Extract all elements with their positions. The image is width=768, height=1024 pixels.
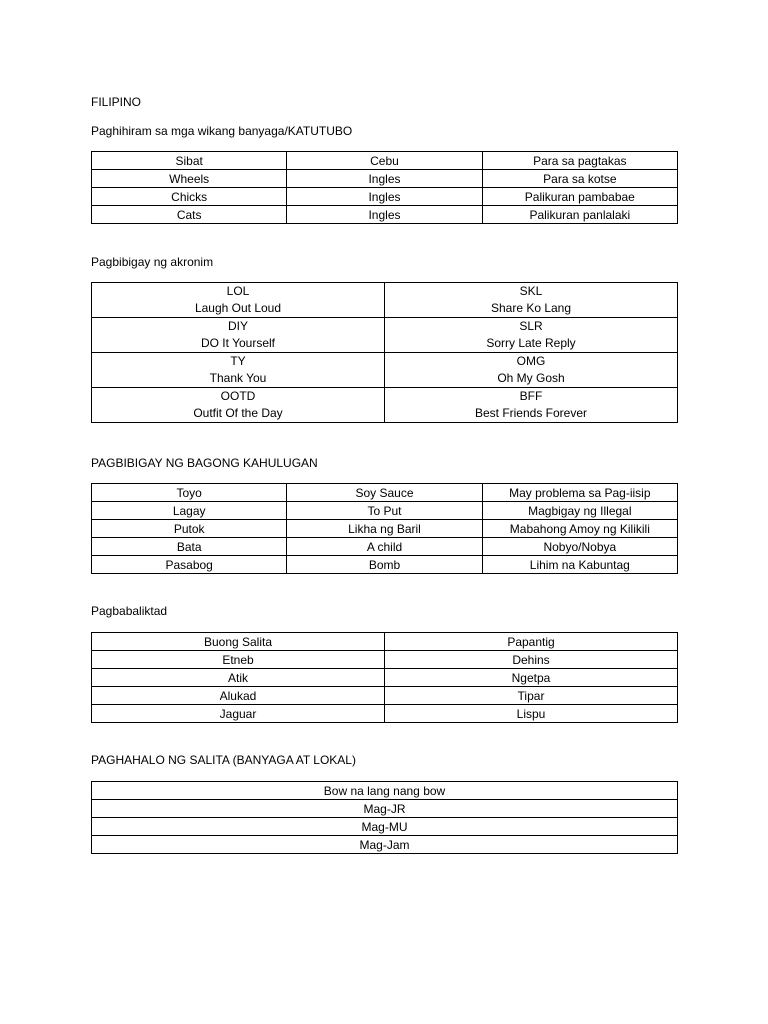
table-row [92,818,678,836]
acronym: BFF [519,389,543,403]
table-cell: Lagay [92,502,287,520]
document-title: FILIPINO [91,95,142,109]
table-row [92,836,678,854]
acronym: SLR [519,319,543,333]
acronym-meaning: Thank You [209,371,267,385]
table-row [92,705,678,723]
table-row [92,188,678,206]
acronym-cell [385,283,678,318]
acronym-cell [92,318,385,353]
table-cell: Para sa pagtakas [482,152,677,170]
table-row [92,782,678,800]
acronym-cell [385,388,678,423]
table-row [92,502,678,520]
table-bagong-kahulugan [91,483,678,574]
table-cell: Ingles [287,188,482,206]
table-cell: Toyo [92,484,287,502]
acronym-meaning: Laugh Out Loud [194,301,282,315]
table-row [92,170,678,188]
table-row [92,538,678,556]
table-cell: Alukad [92,687,385,705]
table-cell: To Put [287,502,482,520]
acronym-meaning: Sorry Late Reply [486,336,576,350]
table-row [92,651,678,669]
acronym-cell [92,388,385,423]
table-row [92,800,678,818]
table-cell: Tipar [385,687,678,705]
acronym-cell [92,353,385,388]
table-row [92,388,678,423]
table-cell: Papantig [385,633,678,651]
acronym: TY [230,354,246,368]
table-pagbabaliktad [91,632,678,723]
section-heading-bagong-kahulugan: PAGBIBIGAY NG BAGONG KAHULUGAN [91,456,318,470]
table-cell: Dehins [385,651,678,669]
table-cell: Jaguar [92,705,385,723]
table-paghahalo [91,781,678,854]
table-cell: Mag-Jam [92,836,678,854]
table-row [92,206,678,224]
table-row [92,556,678,574]
acronym: OOTD [220,389,256,403]
table-cell: Sibat [92,152,287,170]
section-heading-pagbabaliktad: Pagbabaliktad [91,604,168,618]
table-cell: Mag-MU [92,818,678,836]
table-cell: Nobyo/Nobya [482,538,677,556]
table-row [92,633,678,651]
table-row [92,283,678,318]
table-row [92,520,678,538]
acronym: SKL [519,284,543,298]
table-cell: Ingles [287,206,482,224]
acronym-meaning: Outfit Of the Day [193,406,283,420]
acronym: DIY [227,319,248,333]
table-cell: Para sa kotse [482,170,677,188]
section-heading-akronim: Pagbibigay ng akronim [91,255,214,269]
table-cell: Putok [92,520,287,538]
table-cell: Cats [92,206,287,224]
table-cell: Likha ng Baril [287,520,482,538]
table-cell: Lispu [385,705,678,723]
section-heading-paghihiram: Paghihiram sa mga wikang banyaga/KATUTUBO [91,124,353,138]
table-cell: Mabahong Amoy ng Kilikili [482,520,677,538]
acronym-meaning: DO It Yourself [200,336,276,350]
acronym: LOL [226,284,250,298]
table-cell: Ngetpa [385,669,678,687]
acronym-meaning: Oh My Gosh [497,371,565,385]
table-cell: Mag-JR [92,800,678,818]
acronym: OMG [516,354,546,368]
table-cell: Magbigay ng Illegal [482,502,677,520]
table-row [92,669,678,687]
table-cell: Atik [92,669,385,687]
table-cell: Etneb [92,651,385,669]
table-cell: Bow na lang nang bow [92,782,678,800]
table-cell: Bata [92,538,287,556]
table-cell: A child [287,538,482,556]
table-cell: Palikuran pambabae [482,188,677,206]
table-cell: Chicks [92,188,287,206]
acronym-cell [385,318,678,353]
acronym-cell [385,353,678,388]
table-paghihiram [91,151,678,224]
section-heading-paghahalo: PAGHAHALO NG SALITA (BANYAGA AT LOKAL) [91,753,356,767]
table-row [92,484,678,502]
table-cell: Soy Sauce [287,484,482,502]
table-cell: Pasabog [92,556,287,574]
table-row [92,318,678,353]
table-cell: Bomb [287,556,482,574]
table-cell: Lihim na Kabuntag [482,556,677,574]
table-cell: Buong Salita [92,633,385,651]
table-cell: Cebu [287,152,482,170]
acronym-meaning: Best Friends Forever [474,406,588,420]
table-akronim [91,282,678,423]
table-cell: Wheels [92,170,287,188]
table-cell: Palikuran panlalaki [482,206,677,224]
table-cell: Ingles [287,170,482,188]
acronym-cell [92,283,385,318]
table-row [92,353,678,388]
table-row [92,687,678,705]
acronym-meaning: Share Ko Lang [490,301,572,315]
table-row [92,152,678,170]
table-cell: May problema sa Pag-iisip [482,484,677,502]
